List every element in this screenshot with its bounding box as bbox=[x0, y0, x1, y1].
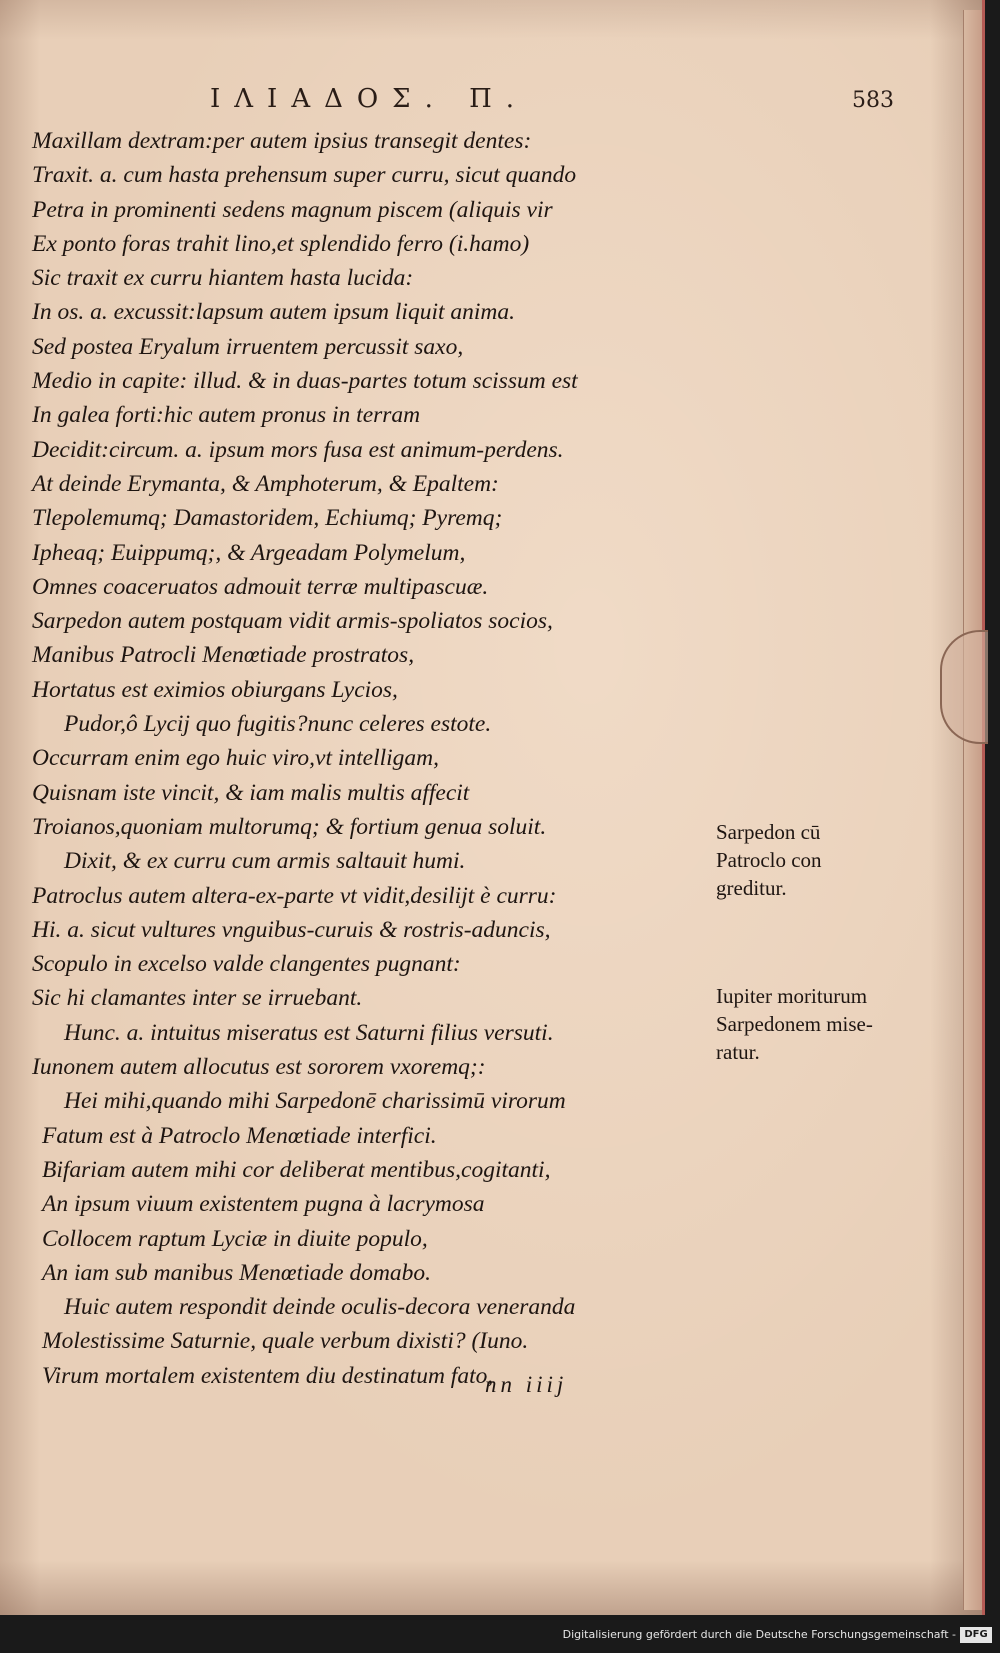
text-line: Iunonem autem allocutus est sororem vxoremq;: bbox=[32, 1054, 486, 1081]
footer-credit: Digitalisierung gefördert durch die Deutsche Forschungsgemeinschaft - bbox=[562, 1628, 956, 1641]
text-line: Hortatus est eximios obiurgans Lycios, bbox=[32, 676, 398, 703]
text-line: Sed postea Eryalum irruentem percussit saxo, bbox=[32, 333, 464, 360]
text-line: Traxit. a. cum hasta prehensum super curru, sicut quando bbox=[32, 162, 577, 189]
text-line: Ipheaq; Euippumq;, & Argeadam Polymelum, bbox=[32, 539, 466, 566]
text-line: Sic hi clamantes inter se irruebant. bbox=[32, 985, 363, 1012]
page-edge bbox=[963, 10, 982, 1610]
text-line: Molestissime Saturnie, quale verbum dixisti? (Iuno. bbox=[42, 1328, 529, 1355]
text-line: Hei mihi,quando mihi Sarpedonē charissimū virorum bbox=[64, 1088, 566, 1115]
text-line: Huic autem respondit deinde oculis-decora veneranda bbox=[64, 1294, 576, 1321]
text-line: Omnes coaceruatos admouit terræ multipascuæ. bbox=[32, 573, 489, 600]
page-header bbox=[210, 84, 922, 124]
verse-text bbox=[32, 124, 712, 1393]
page-edge-tab bbox=[940, 630, 988, 744]
signature-mark: nn iiij bbox=[485, 1372, 568, 1397]
text-line: Scopulo in excelso valde clangentes pugnant: bbox=[32, 951, 461, 978]
text-line: An ipsum viuum existentem pugna à lacrymosa bbox=[42, 1191, 485, 1218]
text-line: Collocem raptum Lyciæ in diuite populo, bbox=[42, 1225, 428, 1252]
text-line: In os. a. excussit:lapsum autem ipsum liquit anima. bbox=[32, 299, 516, 326]
text-line: Ex ponto foras trahit lino,et splendido ferro (i.hamo) bbox=[32, 230, 530, 257]
text-line: Maxillam dextram:per autem ipsius transegit dentes: bbox=[32, 128, 532, 154]
text-line: Sic traxit ex curru hiantem hasta lucida: bbox=[32, 265, 414, 292]
text-line: Quisnam iste vincit, & iam malis multis affecit bbox=[32, 779, 470, 806]
footer-bar bbox=[0, 1615, 1000, 1653]
page-number: 583 bbox=[852, 88, 894, 113]
text-line: Decidit:circum. a. ipsum mors fusa est animum-perdens. bbox=[32, 436, 564, 463]
text-line: Hi. a. sicut vultures vnguibus-curuis & rostris-aduncis, bbox=[32, 916, 551, 943]
dfg-logo: DFG bbox=[960, 1627, 992, 1643]
text-line: Manibus Patrocli Menœtiade prostratos, bbox=[32, 642, 415, 669]
text-line: Fatum est à Patroclo Menœtiade interfici. bbox=[42, 1122, 437, 1149]
text-line: Sarpedon autem postquam vidit armis-spoliatos socios, bbox=[32, 608, 553, 635]
text-line: Troianos,quoniam multorumq; & fortium genua soluit. bbox=[32, 813, 547, 840]
text-line: Dixit, & ex curru cum armis saltauit humi. bbox=[64, 848, 466, 875]
text-line: Bifariam autem mihi cor deliberat mentibus,cogitanti, bbox=[42, 1156, 551, 1183]
text-line: An iam sub manibus Menœtiade domabo. bbox=[42, 1259, 432, 1286]
running-head: ΙΛΙΑΔΟΣ. Π. bbox=[210, 84, 529, 114]
text-line: In galea forti:hic autem pronus in terram bbox=[32, 402, 421, 429]
text-line: Patroclus autem altera-ex-parte vt vidit,desilijt è curru: bbox=[32, 882, 557, 909]
text-line: Medio in capite: illud. & in duas-partes totum scissum est bbox=[32, 368, 578, 395]
text-line: At deinde Erymanta, & Amphoterum, & Epaltem: bbox=[32, 470, 499, 497]
marginal-note: Sarpedon cū Patroclo con greditur. bbox=[716, 820, 822, 900]
text-line: Hunc. a. intuitus miseratus est Saturni filius versuti. bbox=[64, 1019, 554, 1046]
text-line: Pudor,ô Lycij quo fugitis?nunc celeres estote. bbox=[64, 711, 492, 738]
text-line: Virum mortalem existentem diu destinatum fato, bbox=[42, 1362, 494, 1389]
text-line: Petra in prominenti sedens magnum piscem (aliquis vir bbox=[32, 196, 553, 223]
marginal-note: Iupiter moriturum Sarpedonem miseratur. bbox=[716, 984, 873, 1064]
text-line: Occurram enim ego huic viro,vt intelligam, bbox=[32, 745, 440, 772]
text-line: Tlepolemumq; Damastoridem, Echiumq; Pyremq; bbox=[32, 505, 503, 532]
